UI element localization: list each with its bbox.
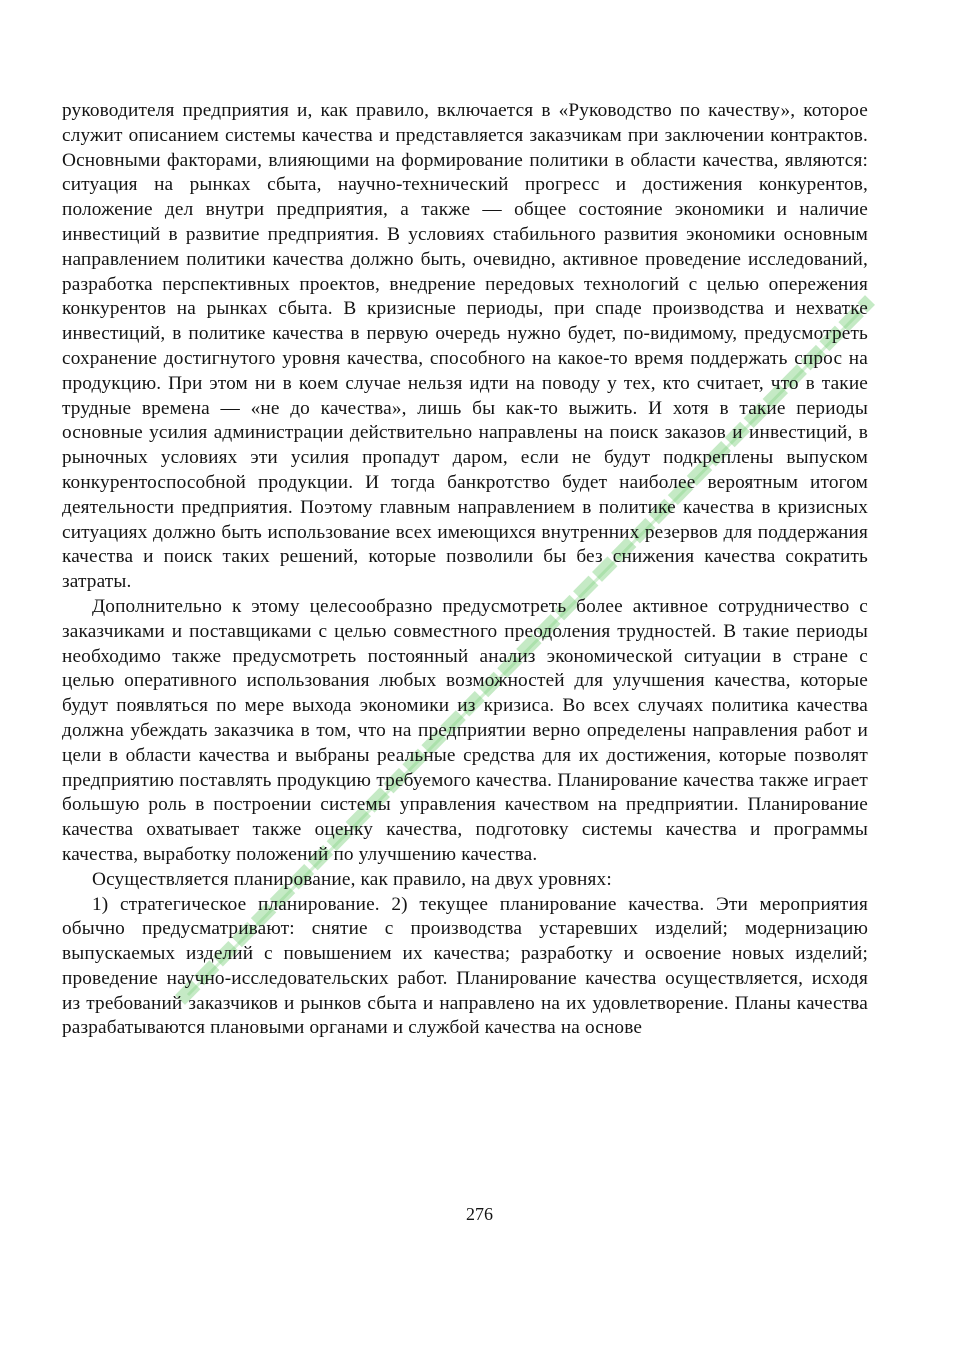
paragraph-planning-levels: Осуществляется планирование, как правило, на двух уровнях: — [92, 868, 612, 890]
paragraph-cooperation: Дополнительно к этому целесообразно предусмотреть более активное сотрудничество с заказчиками и поставщиками с целью совместного преодоления трудностей. В такие периоды необходимо также предусмотреть постоянный анализ экономической ситуации в стране с целью оперативного использования любых возможностей для улучшения качества, которые будут появляться по мере выхода экономики из кризиса. Во всех случаях политика качества должна убеждать заказчика в том, что на предприятии верно определены направления работ и цели в области качества и выбраны реальные средства для их достижения, которые позволят предприятию поставлять продукцию требуемого качества. Планирование качества также играет большую роль в построении системы управления качеством на предприятии. Планирование качества охватывает также оценку качества, подготовку системы качества и программы качества, выработку положений по улучшению качества. — [62, 595, 868, 865]
page-number: 276 — [466, 1204, 493, 1224]
paragraph-quality-policy: руководителя предприятия и, как правило, включается в «Руководство по качеству», которое служит описанием системы качества и представляется заказчикам при заключении контрактов. Основными факторами, влияющими на формирование политики в области качества, являются: ситуация на рынках сбыта, научно-технический прогресс и достижения конкурентов, положение дел внутри предприятия, а также — общее состояние экономики и наличие инвестиций в развитие предприятия. В условиях стабильного развития экономики основным направлением политики качества должно быть, очевидно, активное проведение исследований, разработка перспективных проектов, внедрение передовых технологий с целью опережения конкурентов на рынках сбыта. В кризисные периоды, при спаде производства и нехватке инвестиций, в политике качества в первую очередь нужно будет, по-видимому, предусмотреть сохранение достигнутого уровня качества, способного на какое-то время поддержать спрос на продукцию. При этом ни в коем случае нельзя идти на поводу у тех, кто считает, что в такие трудные времена — «не до качества», лишь бы как-то выжить. И хотя в такие периоды основные усилия администрации действительно направлены на поиск заказов и инвестиций, в рыночных условиях эти усилия пропадут даром, если не будут подкреплены выпуском конкурентоспособной продукции. И тогда банкротство будет наиболее вероятным итогом деятельности предприятия. Поэтому главным направлением в политике качества в кризисных ситуациях должно быть использование всех имеющихся внутренних резервов для поддержания качества и поиск таких решений, которые позволили бы без снижения качества сократить затраты. — [62, 100, 868, 593]
paragraph-planning-types: 1) стратегическое планирование. 2) текущее планирование качества. Эти мероприятия обычно предусматривают: снятие с производства устаревших изделий; модернизацию выпускаемых изделий с повышением их качества; разработку и освоение новых изделий; проведение научно-исследовательских работ. Планирование качества осуществляется, исходя из требований заказчиков и рынков сбыта и направлено на их удовлетворение. Планы качества разрабатываются плановыми органами и службой качества на основе — [62, 893, 868, 1039]
document-body — [62, 99, 868, 1041]
